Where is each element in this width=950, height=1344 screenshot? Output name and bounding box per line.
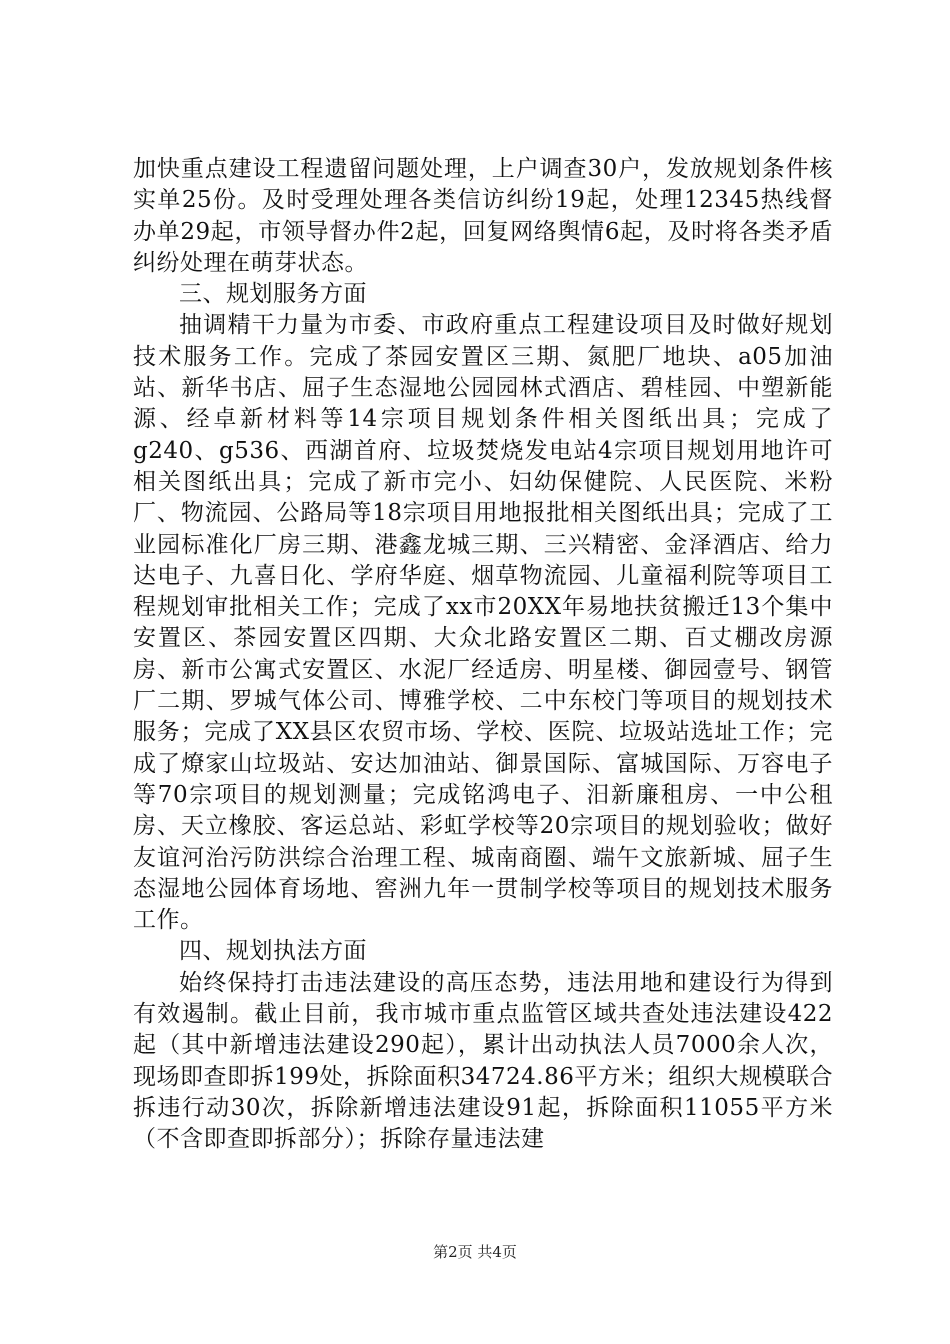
paragraph-continuation: 加快重点建设工程遗留问题处理，上户调查30户，发放规划条件核实单25份。及时受理处理各类信访纠纷19起，处理12345热线督办单29起，市领导督办件2起，回复网络舆情6起，及时将各类矛盾纠纷处理在萌芽状态。	[133, 156, 833, 276]
paragraph-planning-service: 抽调精干力量为市委、市政府重点工程建设项目及时做好规划技术服务工作。完成了茶园安置区三期、氮肥厂地块、a05加油站、新华书店、屈子生态湿地公园园林式酒店、碧桂园、中塑新能源、经卓新材料等14宗项目规划条件相关图纸出具；完成了g240、g536、西湖首府、垃圾焚烧发电站4宗项目规划用地许可相关图纸出具；完成了新市完小、妇幼保健院、人民医院、米粉厂、物流园、公路局等18宗项目用地报批相关图纸出具；完成了工业园标准化厂房三期、港鑫龙城三期、三兴精密、金泽酒店、给力达电子、九喜日化、学府华庭、烟草物流园、儿童福利院等项目工程规划审批相关工作；完成了xx市20XX年易地扶贫搬迁13个集中安置区、茶园安置区四期、大众北路安置区二期、百丈棚改房源房、新市公寓式安置区、水泥厂经适房、明星楼、御园壹号、钢管厂二期、罗城气体公司、博雅学校、二中东校门等项目的规划技术服务；完成了XX县区农贸市场、学校、医院、垃圾站选址工作；完成了燎家山垃圾站、安达加油站、御景国际、富城国际、万容电子等70宗项目的规划测量；完成铭鸿电子、汨新廉租房、一中公租房、天立橡胶、客运总站、彩虹学校等20宗项目的规划验收；做好友谊河治污防洪综合治理工程、城南商圈、端午文旅新城、屈子生态湿地公园体育场地、窖洲九年一贯制学校等项目的规划技术服务工作。	[133, 312, 833, 934]
section-heading-planning-service: 三、规划服务方面	[179, 281, 367, 308]
paragraph-planning-enforcement: 始终保持打击违法建设的高压态势，违法用地和建设行为得到有效遏制。截止目前，我市城市重点监管区域共查处违法建设422起（其中新增违法建设290起），累计出动执法人员7000余人次，现场即查即拆199处，拆除面积34724.86平方米；组织大规模联合拆违行动30次，拆除新增违法建设91起，拆除面积11055平方米（不含即查即拆部分）；拆除存量违法建	[133, 969, 833, 1153]
section-heading-planning-enforcement: 四、规划执法方面	[179, 938, 367, 965]
document-body	[133, 154, 833, 1156]
page-number-footer: 第2页 共4页	[433, 1243, 517, 1261]
